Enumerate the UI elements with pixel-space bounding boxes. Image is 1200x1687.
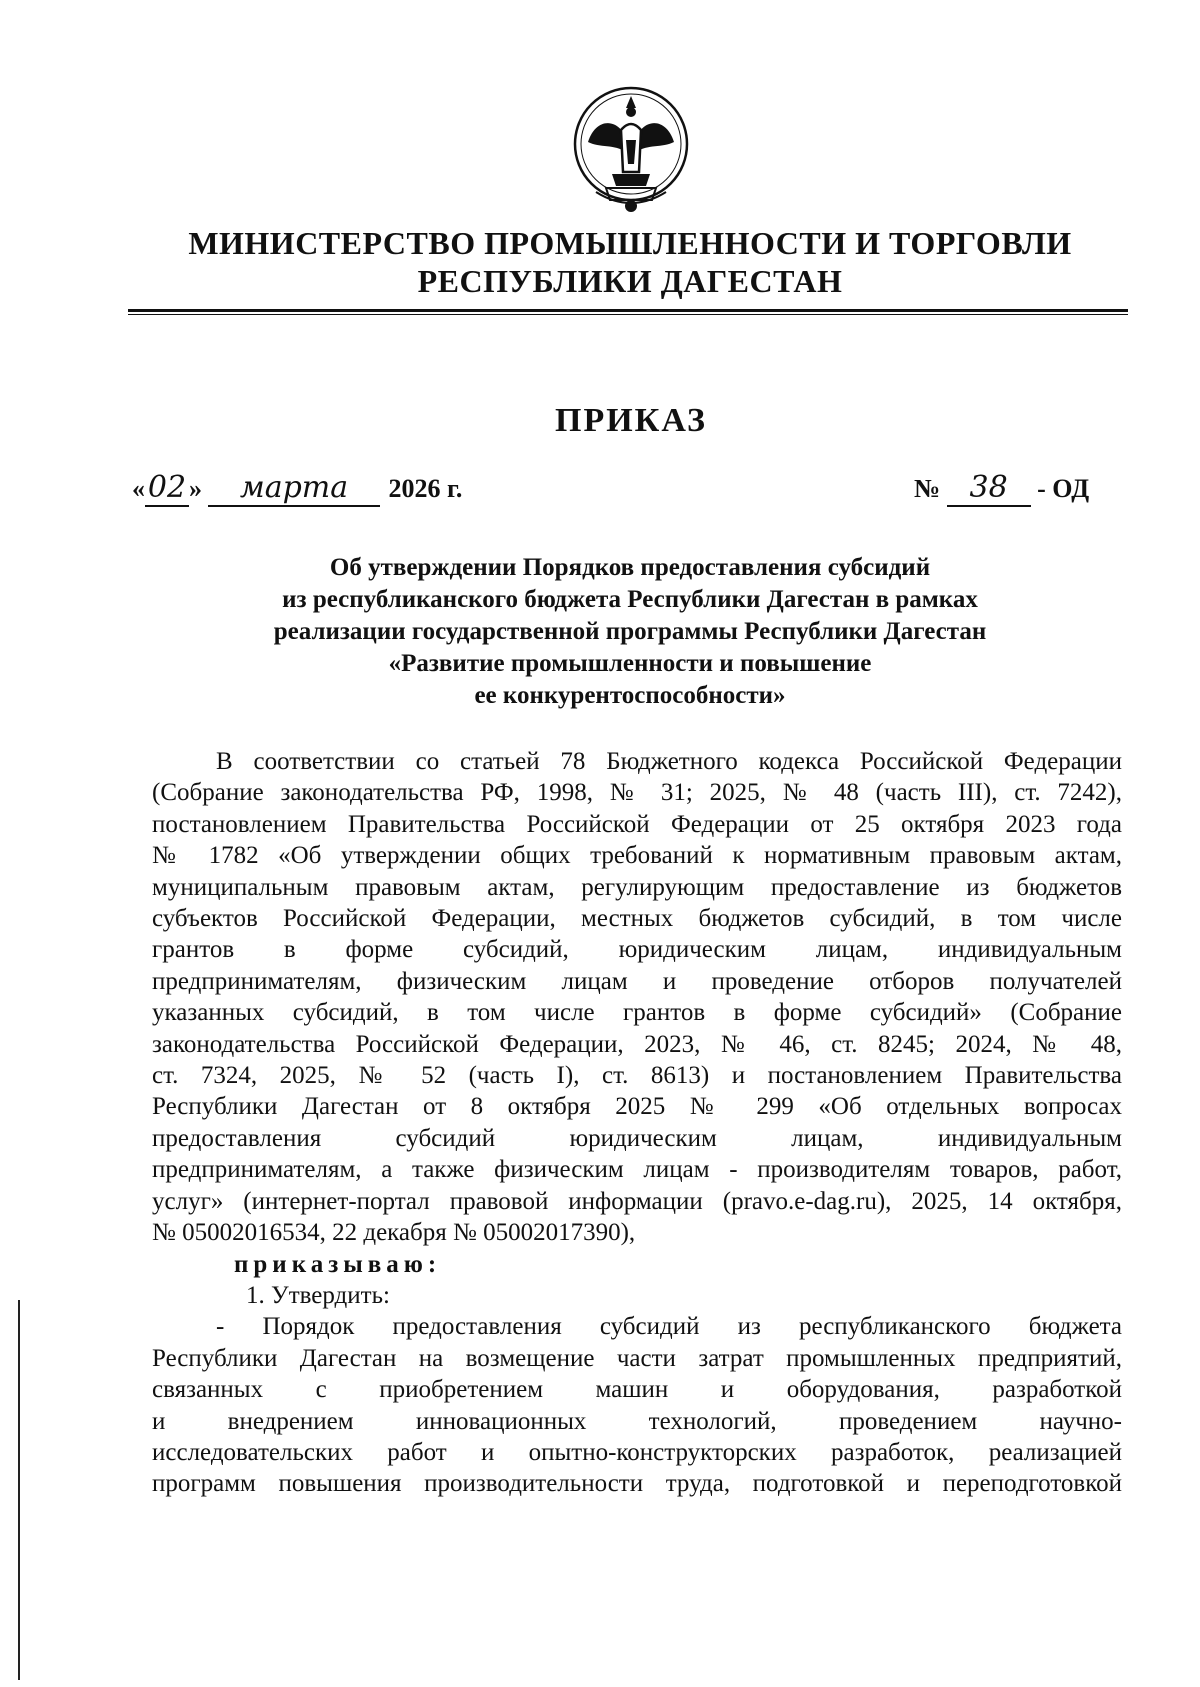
body-line: услуг» (интернет-портал правовой информации (pravo.e-dag.ru), 2025, 14 октября, <box>152 1187 1122 1215</box>
body-line: грантов в форме субсидий, юридическим лицам, индивидуальным <box>152 936 1122 964</box>
body-line: субъектов Российской Федерации, местных бюджетов субсидий, в том числе <box>152 905 1122 933</box>
body-line: законодательства Российской Федерации, 2023, № 46, ст. 8245; 2024, № 48, <box>152 1030 1122 1058</box>
item-line: Республики Дагестан на возмещение части затрат промышленных предприятий, <box>152 1344 1122 1372</box>
date-day: 02 <box>145 470 189 507</box>
body-line: предпринимателям, а также физическим лицам - производителям товаров, работ, <box>152 1156 1122 1184</box>
item-line: - Порядок предоставления субсидий из республиканского бюджета <box>216 1313 1122 1341</box>
scan-edge-line <box>18 1300 20 1680</box>
ministry-name-line1: МИНИСТЕРСТВО ПРОМЫШЛЕННОСТИ И ТОРГОВЛИ <box>188 225 1072 261</box>
number-prefix: № <box>914 474 941 503</box>
body-line: Республики Дагестан от 8 октября 2025 № 299 «Об отдельных вопросах <box>152 1093 1122 1121</box>
body-line: № 05002016534, 22 декабря № 05002017390), <box>152 1219 636 1247</box>
order-date <box>132 470 462 507</box>
date-open-quote: « <box>132 474 145 503</box>
order-title: ПРИКАЗ <box>555 402 707 439</box>
document-title <box>100 552 1160 712</box>
title-line: «Развитие промышленности и повышение <box>388 650 872 677</box>
order-verb: приказываю: <box>234 1250 442 1278</box>
item-line: исследовательских работ и опытно-конструкторских разработок, реализацией <box>152 1438 1122 1466</box>
title-line: реализации государственной программы Республики Дагестан <box>273 618 987 645</box>
item-line: и внедрением инновационных технологий, проведением научно- <box>152 1407 1122 1435</box>
item-line: программ повышения производительности труда, подготовкой и переподготовкой <box>152 1470 1122 1498</box>
date-close-quote: » <box>189 474 202 503</box>
body-line: ст. 7324, 2025, № 52 (часть I), ст. 8613) и постановлением Правительства <box>152 1062 1122 1090</box>
body-line: (Собрание законодательства РФ, 1998, № 31; 2025, № 48 (часть III), ст. 7242), <box>152 779 1122 807</box>
title-line: Об утверждении Порядков предоставления субсидий <box>329 554 931 581</box>
date-year: 2026 г. <box>388 474 463 503</box>
number-suffix: - ОД <box>1037 474 1090 503</box>
body-line: предпринимателям, физическим лицам и проведение отборов получателей <box>152 967 1122 995</box>
title-line: ее конкурентоспособности» <box>474 682 786 709</box>
document-body <box>152 746 1122 1500</box>
number-value: 38 <box>947 470 1031 507</box>
ministry-name-line2: РЕСПУБЛИКИ ДАГЕСТАН <box>417 263 843 299</box>
header-divider-thin <box>128 314 1128 315</box>
item-line: связанных с приобретением машин и оборудования, разработкой <box>152 1376 1122 1404</box>
body-line: № 1782 «Об утверждении общих требований к нормативным правовым актам, <box>152 842 1122 870</box>
body-line: постановлением Правительства Российской Федерации от 25 октября 2023 года <box>152 810 1122 838</box>
body-line: муниципальным правовым актам, регулирующим предоставление из бюджетов <box>152 873 1122 901</box>
list-item-heading: 1. Утвердить: <box>246 1281 390 1309</box>
title-line: из республиканского бюджета Республики Дагестан в рамках <box>282 586 978 613</box>
date-month: марта <box>208 470 380 507</box>
ministry-header <box>130 224 1130 300</box>
body-line: указанных субсидий, в том числе грантов в форме субсидий» (Собрание <box>152 999 1122 1027</box>
header-divider-thick <box>128 309 1128 312</box>
order-number <box>914 470 1089 507</box>
body-line: В соответствии со статьей 78 Бюджетного кодекса Российской Федерации <box>216 748 1122 775</box>
body-line: предоставления субсидий юридическим лицам, индивидуальным <box>152 1124 1122 1152</box>
dagestan-coat-of-arms-icon <box>566 82 696 222</box>
